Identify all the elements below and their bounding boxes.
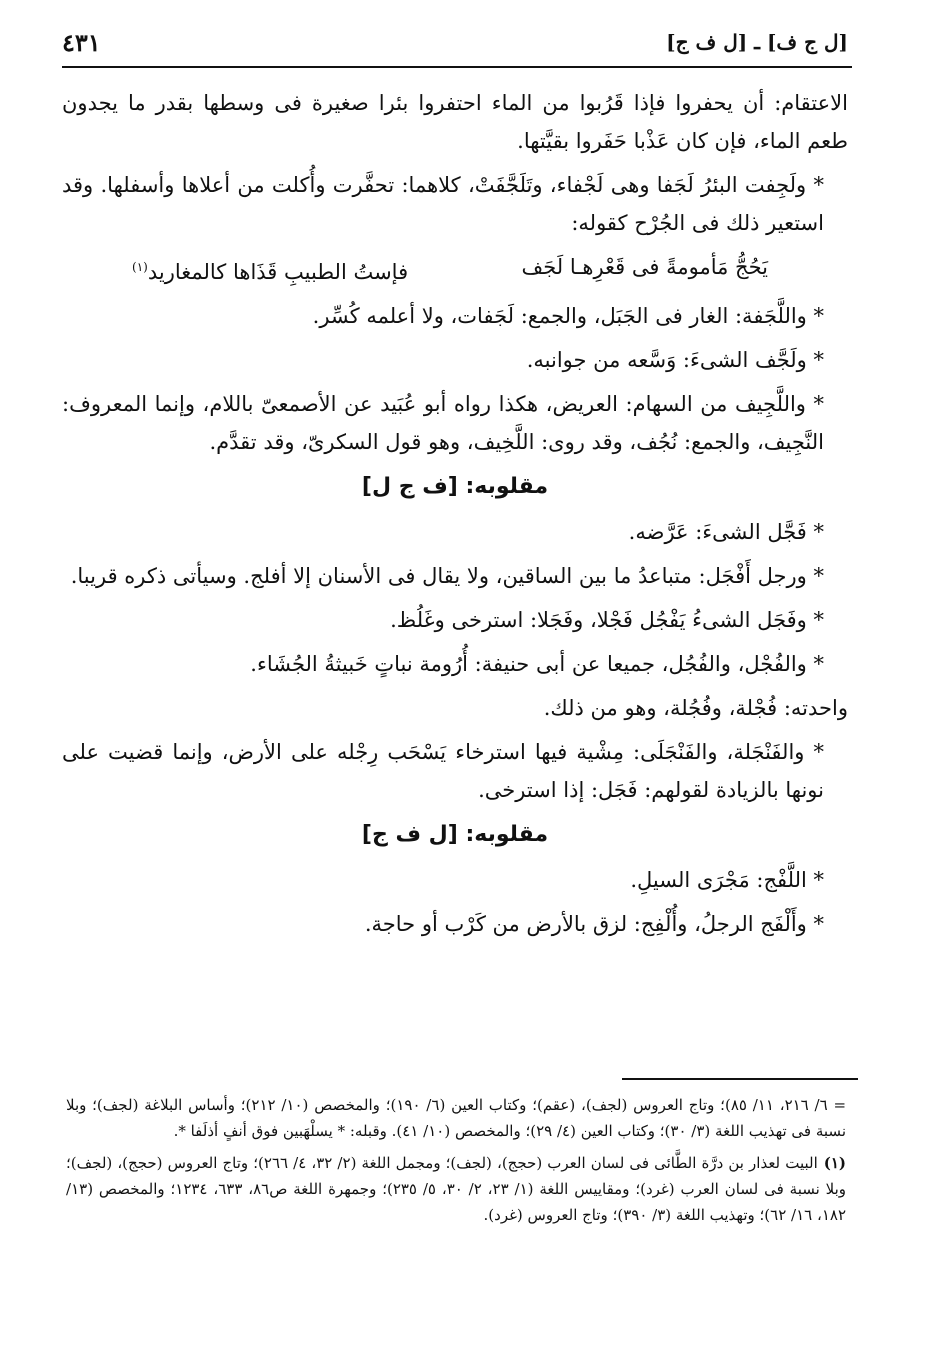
footnote-rule bbox=[622, 1078, 858, 1080]
paragraph-11: * والفَنْجَلة، والفَنْجَلَى: مِشْية فيها استرخاء يَسْحَب رِجْله على الأرض، وإنما قضيت على نونها بالزيادة لقولهم: فَجَل: إذا استرخى. bbox=[62, 740, 824, 802]
paragraph-6: * فَجَّل الشىءَ: عَرَّضه. bbox=[628, 520, 824, 544]
section-heading-lfj: مقلوبه: [ل ف ج] bbox=[361, 822, 549, 847]
paragraph-7: * ورجل أَفْجَل: متباعدُ ما بين الساقين، ولا يقال فى الأسنان إلا أفلج. وسيأتى ذكره قريبا. bbox=[70, 564, 824, 588]
paragraph-9: * والفُجْل، والفُجُل، جميعا عن أبى حنيفة: أُرُومة نباتٍ خَبيثةُ الجُشَاء. bbox=[250, 652, 824, 676]
paragraph-13: * وأَلْفَج الرجلُ، وأُلْفِج: لزق بالأرض من كَرْب أو حاجة. bbox=[364, 912, 824, 936]
paragraph-3: * واللَّجَفة: الغار فى الجَبَل، والجمع: لَجَفات، ولا أعلمه كُسِّر. bbox=[312, 304, 824, 328]
footnote-number: (١) bbox=[823, 1154, 847, 1172]
poetry-verse bbox=[62, 248, 848, 291]
paragraph-1: الاعتقام: أن يحفروا فإذا قَرُبوا من الماء احتفروا بئرا صغيرة فى وسطها بقدر ما يجدون طعم الماء، فإن كان عَذْبا حَفَروا بقيَّتها. bbox=[62, 91, 848, 153]
verse-hemistich-first: يَحُجُّ مَأمومةً فى قَعْرِهـا لَجَف bbox=[521, 255, 768, 279]
footnote-continued: = ٦/ ٢١٦، ١١/ ٨٥)؛ وتاج العروس (لجف)، (عقم)؛ وكتاب العين (٦/ ١٩٠)؛ والمخصص (١٠/ ٢١٢)؛ وأساس البلاغة (لجف)؛ وبلا نسبة فى تهذيب اللغة (٣/ ٣٠)؛ وكتاب العين (٤/ ٢٩)؛ والمخصص (١٠/ ٤١). وقبله: * يسلْهَبين فوق أنفٍ أذلَفا *. bbox=[66, 1096, 847, 1140]
paragraph-4: * ولَجَّف الشىءَ: وَسَّعه من جوانبه. bbox=[526, 348, 824, 372]
paragraph-12: * اللَّفْج: مَجْرَى السيلِ. bbox=[630, 868, 824, 892]
paragraph-2: * ولَجِفت البئرُ لَجَفا وهى لَجْفاء، وتَلَجَّفَتْ، كلاهما: تحفَّرت وأُكلت من أعلاها وأسفلها. وقد استعير ذلك فى الجُرْح كقوله: bbox=[62, 173, 824, 235]
header-rule bbox=[62, 66, 852, 68]
paragraph-8: * وفَجَل الشىءُ يَفْجُل فَجْلا، وفَجَلا: استرخى وغَلُظ. bbox=[390, 608, 824, 632]
paragraph-5: * واللَّجِيف من السهام: العريض، هكذا رواه أبو عُبَيد عن الأصمعىّ باللام، وإنما المعروف: النَّجِيف، والجمع: نُجُف، وقد روى: اللَّخِيف، وهو قول السكرىّ، وقد تقدَّم. bbox=[62, 392, 824, 454]
verse-hemistich-second-text: فإستُ الطبيبِ قَذَاها كالمغاريد bbox=[147, 260, 409, 284]
section-heading-fjl: مقلوبه: [ف ج ل] bbox=[361, 474, 549, 499]
page-header bbox=[62, 22, 848, 66]
verse-hemistich-second bbox=[132, 248, 408, 291]
paragraph-10: واحدته: فُجْلة، وفُجُلة، وهو من ذلك. bbox=[543, 696, 848, 720]
footnote-1 bbox=[66, 1150, 846, 1228]
footnote-1-text: البيت لعذار بن درَّة الطَّائى فى لسان العرب (حجج)، (لجف)؛ ومجمل اللغة (٢/ ٣٢، ٤/ ٢٦٦)؛ وتاج العروس (حجج)، (لجف)؛ وبلا نسبة فى لسان العرب (غرد)؛ ومقاييس اللغة (١/ ٢٣، ٢/ ٣٠، ٥/ ٢٣٥)؛ وجمهرة اللغة ص٨٦، ٦٣٣، ١٢٣٤؛ والمخصص (١٣/ ١٨٢، ١٦/ ٦٢)؛ وتهذيب اللغة (٣/ ٣٩٠)؛ وتاج العروس (غرد). bbox=[66, 1154, 847, 1224]
main-text bbox=[62, 84, 848, 949]
footnote-marker: (١) bbox=[132, 260, 148, 274]
running-head: [ل ج ف] ـ [ل ف ج] bbox=[666, 30, 848, 54]
footnotes bbox=[66, 1092, 846, 1234]
page-number: ٤٣١ bbox=[62, 28, 101, 57]
